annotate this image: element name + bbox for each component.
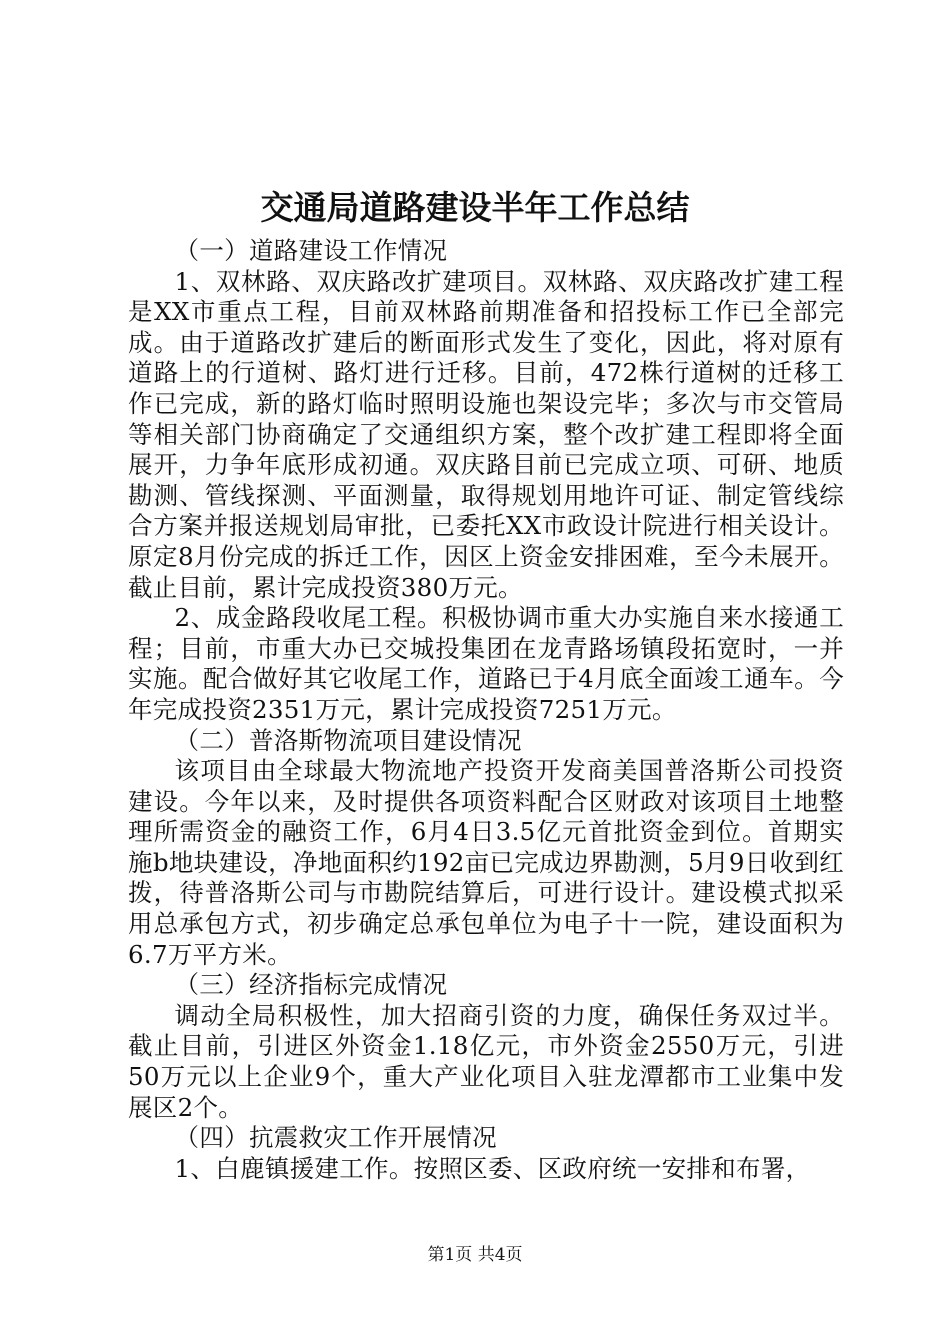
section-heading-prologis: （二）普洛斯物流项目建设情况 [174,725,522,755]
section-heading-earthquake-relief: （四）抗震救灾工作开展情况 [174,1123,497,1153]
paragraph-investment: 调动全局积极性，加大招商引资的力度，确保任务双过半。截止目前，引进区外资金1.18亿元，市外资金2550万元，引进50万元以上企业9个，重大产业化项目入驻龙潭都市工业集中发展区2个。 [128,1000,844,1122]
paragraph-chengjin-road: 2、成金路段收尾工程。积极协调市重大办实施自来水接通工程；目前，市重大办已交城投集团在龙青路场镇段拓宽时，一并实施。配合做好其它收尾工作，道路已于4月底全面竣工通车。今年完成投资2351万元，累计完成投资7251万元。 [128,603,844,724]
paragraph-bailu-town: 1、白鹿镇援建工作。按照区委、区政府统一安排和布署， [174,1153,811,1183]
page-number-footer: 第1页 共4页 [427,1245,523,1265]
paragraph-prologis-project: 该项目由全球最大物流地产投资开发商美国普洛斯公司投资建设。今年以来，及时提供各项资料配合区财政对该项目土地整理所需资金的融资工作，6月4日3.5亿元首批资金到位。首期实施b地块建设，净地面积约192亩已完成边界勘测，5月9日收到红拨，待普洛斯公司与市勘院结算后，可进行设计。建设模式拟采用总承包方式，初步确定总承包单位为电子十一院，建设面积为6.7万平方米。 [128,756,844,969]
document-body [128,236,844,1184]
paragraph-shuanglin-shuangqing: 1、双林路、双庆路改扩建项目。双林路、双庆路改扩建工程是XX市重点工程，目前双林路前期准备和招投标工作已全部完成。由于道路改扩建后的断面形式发生了变化，因此，将对原有道路上的行道树、路灯进行迁移。目前，472株行道树的迁移工作已完成，新的路灯临时照明设施也架设完毕；多次与市交管局等相关部门协商确定了交通组织方案，整个改扩建工程即将全面展开，力争年底形成初通。双庆路目前已完成立项、可研、地质勘测、管线探测、平面测量，取得规划用地许可证、制定管线综合方案并报送规划局审批，已委托XX市政设计院进行相关设计。原定8月份完成的拆迁工作，因区上资金安排困难，至今未展开。截止目前，累计完成投资380万元。 [128,266,844,602]
document-title: 交通局道路建设半年工作总结 [260,188,690,227]
section-heading-economic-indicators: （三）经济指标完成情况 [174,970,448,1000]
section-heading-road-construction: （一）道路建设工作情况 [174,236,448,265]
